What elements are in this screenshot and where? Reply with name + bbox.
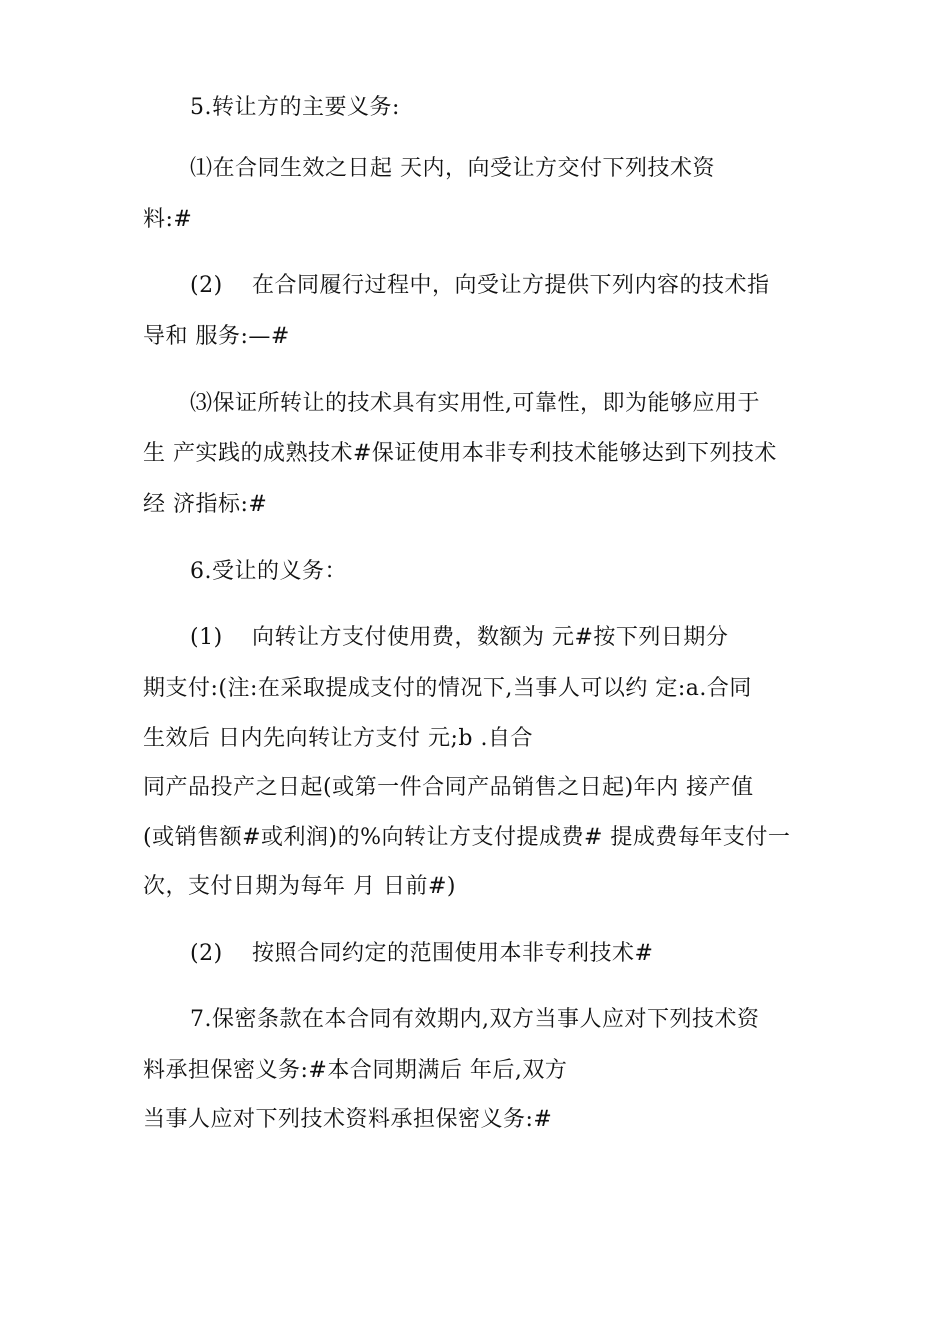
item-number: (1): [190, 625, 223, 650]
section-7-line-3: 当事人应对下列技术资料承担保密义务:#: [143, 1107, 553, 1132]
section-7-line-1: 7.保密条款在本合同有效期内,双方当事人应对下列技术资: [190, 1007, 760, 1032]
section-6-item-1-line-4: 同产品投产之日起(或第一件合同产品销售之日起)年内 接产值: [143, 775, 754, 800]
item-text: 向转让方支付使用费，数额为 元#按下列日期分: [252, 625, 729, 650]
item-number: (2): [190, 941, 223, 966]
section-6-item-1-line-2: 期支付:(注:在采取提成支付的情况下,当事人可以约 定:a.合同: [143, 676, 752, 701]
section-6-item-1-line-5: (或销售额#或利润)的%向转让方支付提成费# 提成费每年支付一: [143, 825, 791, 850]
section-6-item-1-line-6: 次，支付日期为每年 月 日前#): [143, 874, 457, 899]
section-5-item-3-line-3: 经 济指标:#: [143, 492, 268, 517]
section-6-item-2-line-1: [190, 940, 653, 968]
section-6-item-1-line-1: [190, 624, 728, 652]
section-5-item-1-line-1: ⑴在合同生效之日起 天内，向受让方交付下列技术资: [190, 156, 715, 181]
section-7-line-2: 料承担保密义务:#本合同期满后 年后,双方: [143, 1058, 568, 1083]
item-number: (2): [190, 273, 223, 298]
section-6-title: 6.受让的义务：: [190, 559, 347, 584]
item-text: 在合同履行过程中，向受让方提供下列内容的技术指: [252, 273, 770, 298]
section-5-item-2-line-2: 导和 服务:—#: [143, 324, 290, 349]
section-5-item-3-line-1: ⑶保证所转让的技术具有实用性,可靠性，即为能够应用于: [190, 391, 760, 416]
item-text: 按照合同约定的范围使用本非专利技术#: [252, 941, 654, 966]
section-5-item-3-line-2: 生 产实践的成熟技术#保证使用本非专利技术能够达到下列技术: [143, 441, 777, 466]
section-5-title: 5.转让方的主要义务:: [190, 95, 400, 120]
section-5-item-2-line-1: [190, 272, 770, 300]
section-6-item-1-line-3: 生效后 日内先向转让方支付 元;b .自合: [143, 726, 533, 751]
section-5-item-1-line-2: 料:#: [143, 207, 193, 232]
